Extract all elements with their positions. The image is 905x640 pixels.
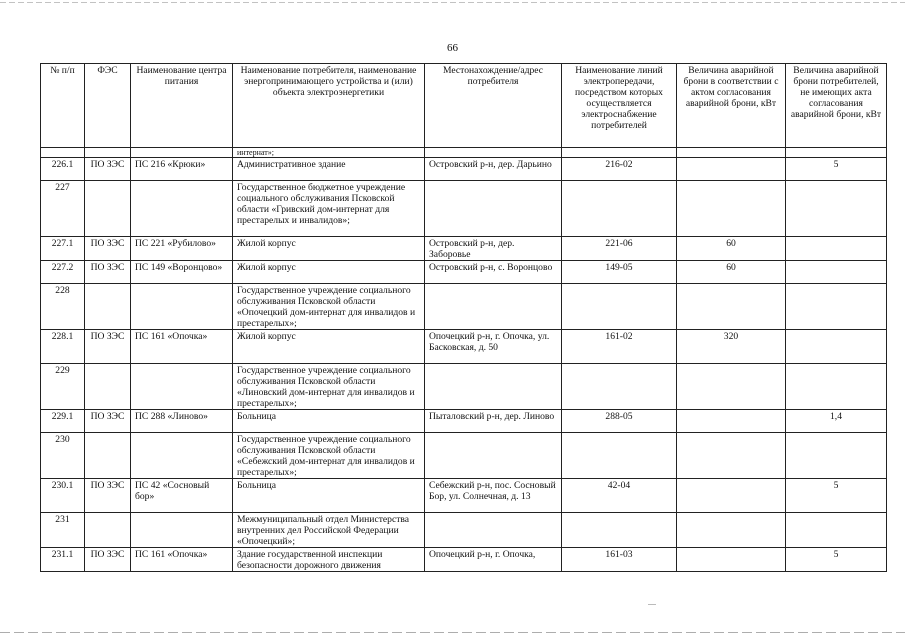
table-row — [41, 410, 887, 433]
row-reserve-with-act: 320 — [677, 330, 786, 364]
table-row — [41, 330, 887, 364]
row-consumer: интернат»; — [233, 148, 425, 158]
row-power-line — [562, 181, 677, 237]
row-fes: ПО ЗЭС — [85, 158, 131, 181]
row-fes — [85, 364, 131, 410]
row-reserve-with-act — [677, 148, 786, 158]
row-address: Себежский р-н, пос. Сосновый Бор, ул. Солнечная, д. 13 — [425, 479, 562, 513]
row-reserve-with-act — [677, 548, 786, 572]
row-reserve-without-act — [786, 330, 887, 364]
row-number: 230.1 — [41, 479, 85, 513]
scan-edge-top — [0, 2, 905, 3]
row-fes: ПО ЗЭС — [85, 261, 131, 284]
row-reserve-with-act — [677, 364, 786, 410]
header-power-line: Наименование линий электропередачи, посредством которых осуществляется электроснабжение потребителей — [562, 64, 677, 148]
row-number: 227 — [41, 181, 85, 237]
row-consumer: Здание государственной инспекции безопасности дорожного движения — [233, 548, 425, 572]
row-power-line: 161-02 — [562, 330, 677, 364]
row-reserve-without-act — [786, 433, 887, 479]
row-consumer: Межмуниципальный отдел Министерства внутренних дел Российской Федерации «Опочецкий»; — [233, 513, 425, 548]
header-reserve-without-act: Величина аварийной брони потребителей, не имеющих акта согласования аварийной брони, кВт — [786, 64, 887, 148]
row-consumer: Больница — [233, 479, 425, 513]
table-row — [41, 284, 887, 330]
row-number: 231.1 — [41, 548, 85, 572]
row-consumer: Государственное учреждение социального обслуживания Псковской области «Линовский дом-интернат для инвалидов и престарелых»; — [233, 364, 425, 410]
row-address: Пыталовский р-н, дер. Линово — [425, 410, 562, 433]
row-number: 229.1 — [41, 410, 85, 433]
table-row — [41, 513, 887, 548]
row-number: 230 — [41, 433, 85, 479]
row-power-line — [562, 284, 677, 330]
row-address — [425, 513, 562, 548]
row-power-center — [131, 284, 233, 330]
row-power-center: ПС 42 «Сосновый бор» — [131, 479, 233, 513]
row-address: Островский р-н, дер. Дарьино — [425, 158, 562, 181]
row-address — [425, 284, 562, 330]
row-consumer: Государственное бюджетное учреждение социального обслуживания Псковской области «Гривский дом-интернат для престарелых и инвалидов»; — [233, 181, 425, 237]
row-address — [425, 148, 562, 158]
row-power-center: ПС 288 «Линово» — [131, 410, 233, 433]
row-reserve-with-act — [677, 410, 786, 433]
row-reserve-with-act — [677, 433, 786, 479]
row-number: 226.1 — [41, 158, 85, 181]
row-power-center: ПС 149 «Воронцово» — [131, 261, 233, 284]
table-row — [41, 433, 887, 479]
row-power-center — [131, 433, 233, 479]
row-power-center: ПС 221 «Рубилово» — [131, 237, 233, 261]
row-number: 229 — [41, 364, 85, 410]
row-power-line: 149-05 — [562, 261, 677, 284]
row-consumer: Жилой корпус — [233, 261, 425, 284]
row-reserve-with-act — [677, 479, 786, 513]
row-number: 228.1 — [41, 330, 85, 364]
header-fes: ФЭС — [85, 64, 131, 148]
row-fes: ПО ЗЭС — [85, 237, 131, 261]
row-fes: ПО ЗЭС — [85, 410, 131, 433]
scan-speck — [648, 604, 656, 605]
row-reserve-without-act — [786, 237, 887, 261]
row-power-line: 161-03 — [562, 548, 677, 572]
row-power-line: 288-05 — [562, 410, 677, 433]
row-power-center — [131, 513, 233, 548]
table-header-row — [41, 64, 887, 148]
table-row — [41, 548, 887, 572]
row-reserve-with-act: 60 — [677, 237, 786, 261]
row-fes — [85, 433, 131, 479]
row-fes: ПО ЗЭС — [85, 479, 131, 513]
row-consumer: Государственное учреждение социального обслуживания Псковской области «Опочецкий дом-интернат для инвалидов и престарелых»; — [233, 284, 425, 330]
row-address: Островский р-н, дер. Заборовье — [425, 237, 562, 261]
row-reserve-without-act — [786, 261, 887, 284]
row-consumer: Жилой корпус — [233, 330, 425, 364]
table-row — [41, 364, 887, 410]
row-power-line: 221-06 — [562, 237, 677, 261]
row-reserve-without-act — [786, 148, 887, 158]
table-row — [41, 237, 887, 261]
row-address: Опочецкий р-н, г. Опочка, ул. Басковская, д. 50 — [425, 330, 562, 364]
row-reserve-with-act — [677, 513, 786, 548]
header-power-center: Наименование центра питания — [131, 64, 233, 148]
table-row — [41, 148, 887, 158]
row-power-line — [562, 364, 677, 410]
row-reserve-with-act: 60 — [677, 261, 786, 284]
table-row — [41, 181, 887, 237]
row-power-center — [131, 364, 233, 410]
header-address: Местонахождение/адрес потребителя — [425, 64, 562, 148]
row-reserve-without-act — [786, 284, 887, 330]
row-reserve-with-act — [677, 158, 786, 181]
row-number: 228 — [41, 284, 85, 330]
row-consumer: Жилой корпус — [233, 237, 425, 261]
row-power-center: ПС 161 «Опочка» — [131, 548, 233, 572]
row-address — [425, 433, 562, 479]
reserve-table — [40, 63, 887, 572]
table-row — [41, 261, 887, 284]
row-address — [425, 364, 562, 410]
row-power-line — [562, 433, 677, 479]
table-row — [41, 158, 887, 181]
row-power-center: ПС 161 «Опочка» — [131, 330, 233, 364]
row-fes — [85, 148, 131, 158]
row-address: Островский р-н, с. Воронцово — [425, 261, 562, 284]
row-fes: ПО ЗЭС — [85, 548, 131, 572]
row-fes: ПО ЗЭС — [85, 330, 131, 364]
row-reserve-without-act — [786, 513, 887, 548]
row-reserve-without-act: 5 — [786, 479, 887, 513]
row-fes — [85, 181, 131, 237]
row-fes — [85, 284, 131, 330]
row-power-line: 42-04 — [562, 479, 677, 513]
row-address: Опочецкий р-н, г. Опочка, — [425, 548, 562, 572]
row-power-line: 216-02 — [562, 158, 677, 181]
row-power-line — [562, 148, 677, 158]
header-number: № п/п — [41, 64, 85, 148]
row-power-line — [562, 513, 677, 548]
header-consumer: Наименование потребителя, наименование энергопринимающего устройства и (или) объекта электроэнергетики — [233, 64, 425, 148]
row-reserve-without-act — [786, 181, 887, 237]
row-number: 231 — [41, 513, 85, 548]
header-reserve-with-act: Величина аварийной брони в соответствии с актом согласования аварийной брони, кВт — [677, 64, 786, 148]
row-reserve-without-act: 5 — [786, 548, 887, 572]
row-number: 227.1 — [41, 237, 85, 261]
row-reserve-without-act: 1,4 — [786, 410, 887, 433]
row-consumer: Государственное учреждение социального обслуживания Псковской области «Себежский дом-интернат для инвалидов и престарелых»; — [233, 433, 425, 479]
row-power-center: ПС 216 «Крюки» — [131, 158, 233, 181]
scan-edge-bottom — [0, 632, 905, 633]
row-consumer: Административное здание — [233, 158, 425, 181]
row-power-center — [131, 181, 233, 237]
page-number: 66 — [447, 42, 458, 54]
row-power-center — [131, 148, 233, 158]
row-address — [425, 181, 562, 237]
table-row — [41, 479, 887, 513]
row-consumer: Больница — [233, 410, 425, 433]
row-reserve-without-act — [786, 364, 887, 410]
row-reserve-without-act: 5 — [786, 158, 887, 181]
row-number: 227.2 — [41, 261, 85, 284]
row-fes — [85, 513, 131, 548]
row-reserve-with-act — [677, 284, 786, 330]
row-reserve-with-act — [677, 181, 786, 237]
row-number — [41, 148, 85, 158]
